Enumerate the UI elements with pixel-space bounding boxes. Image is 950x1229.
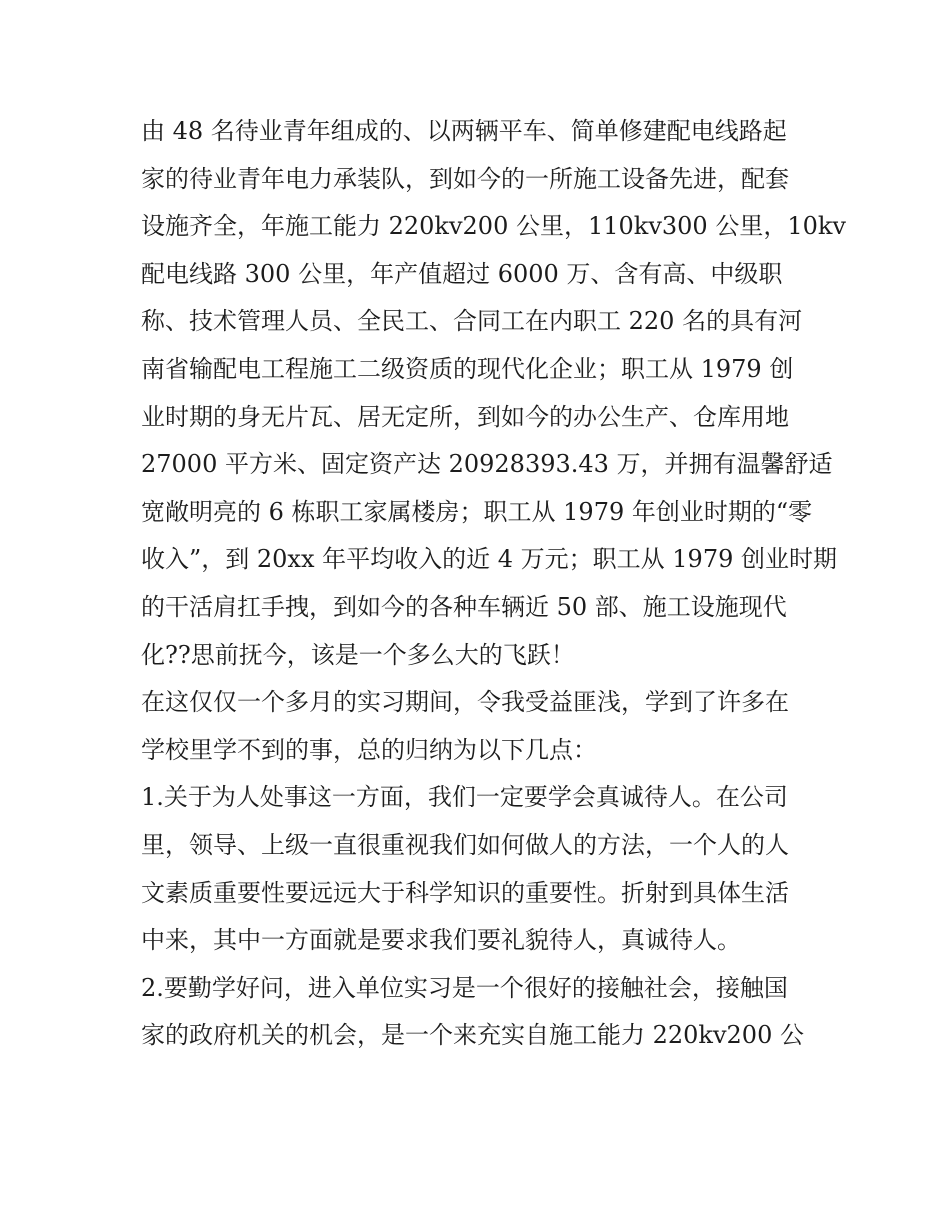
text-line: 文素质重要性要远远大于科学知识的重要性。折射到具体生活: [141, 878, 789, 907]
text-line: 由 48 名待业青年组成的、以两辆平车、简单修建配电线路起: [141, 117, 787, 145]
text-line: 业时期的身无片瓦、居无定所，到如今的办公生产、仓库用地: [141, 402, 789, 431]
text-line: 里，领导、上级一直很重视我们如何做人的方法，一个人的人: [141, 830, 789, 859]
text-line: 化??思前抚今，该是一个多么大的飞跃！: [141, 640, 575, 669]
text-line: 家的政府机关的机会，是一个来充实自施工能力 220kv200 公: [141, 1021, 804, 1050]
text-line: 设施齐全，年施工能力 220kv200 公里，110kv300 公里，10kv: [141, 212, 846, 241]
text-line: 1.关于为人处事这一方面，我们一定要学会真诚待人。在公司: [141, 783, 788, 812]
text-line: 2.要勤学好问，进入单位实习是一个很好的接触社会，接触国: [141, 973, 788, 1002]
document-body: [141, 108, 846, 1060]
text-line: 称、技术管理人员、全民工、合同工在内职工 220 名的具有河: [141, 307, 803, 336]
text-line: 中来，其中一方面就是要求我们要礼貌待人，真诚待人。: [141, 926, 741, 955]
text-line: 27000 平方米、固定资产达 20928393.43 万，并拥有温馨舒适: [141, 450, 833, 479]
text-line: 配电线路 300 公里，年产值超过 6000 万、含有高、中级职: [141, 259, 783, 288]
text-line: 南省输配电工程施工二级资质的现代化企业；职工从 1979 创: [141, 354, 794, 383]
text-line: 学校里学不到的事，总的归纳为以下几点：: [141, 735, 597, 764]
text-line: 宽敞明亮的 6 栋职工家属楼房；职工从 1979 年创业时期的“零: [141, 497, 813, 526]
text-line: 在这仅仅一个多月的实习期间，令我受益匪浅，学到了许多在: [141, 688, 789, 717]
text-line: 收入”，到 20xx 年平均收入的近 4 万元；职工从 1979 创业时期: [141, 545, 837, 574]
text-line: 家的待业青年电力承装队，到如今的一所施工设备先进，配套: [141, 164, 789, 193]
text-line: 的干活肩扛手拽，到如今的各种车辆近 50 部、施工设施现代: [141, 592, 787, 621]
